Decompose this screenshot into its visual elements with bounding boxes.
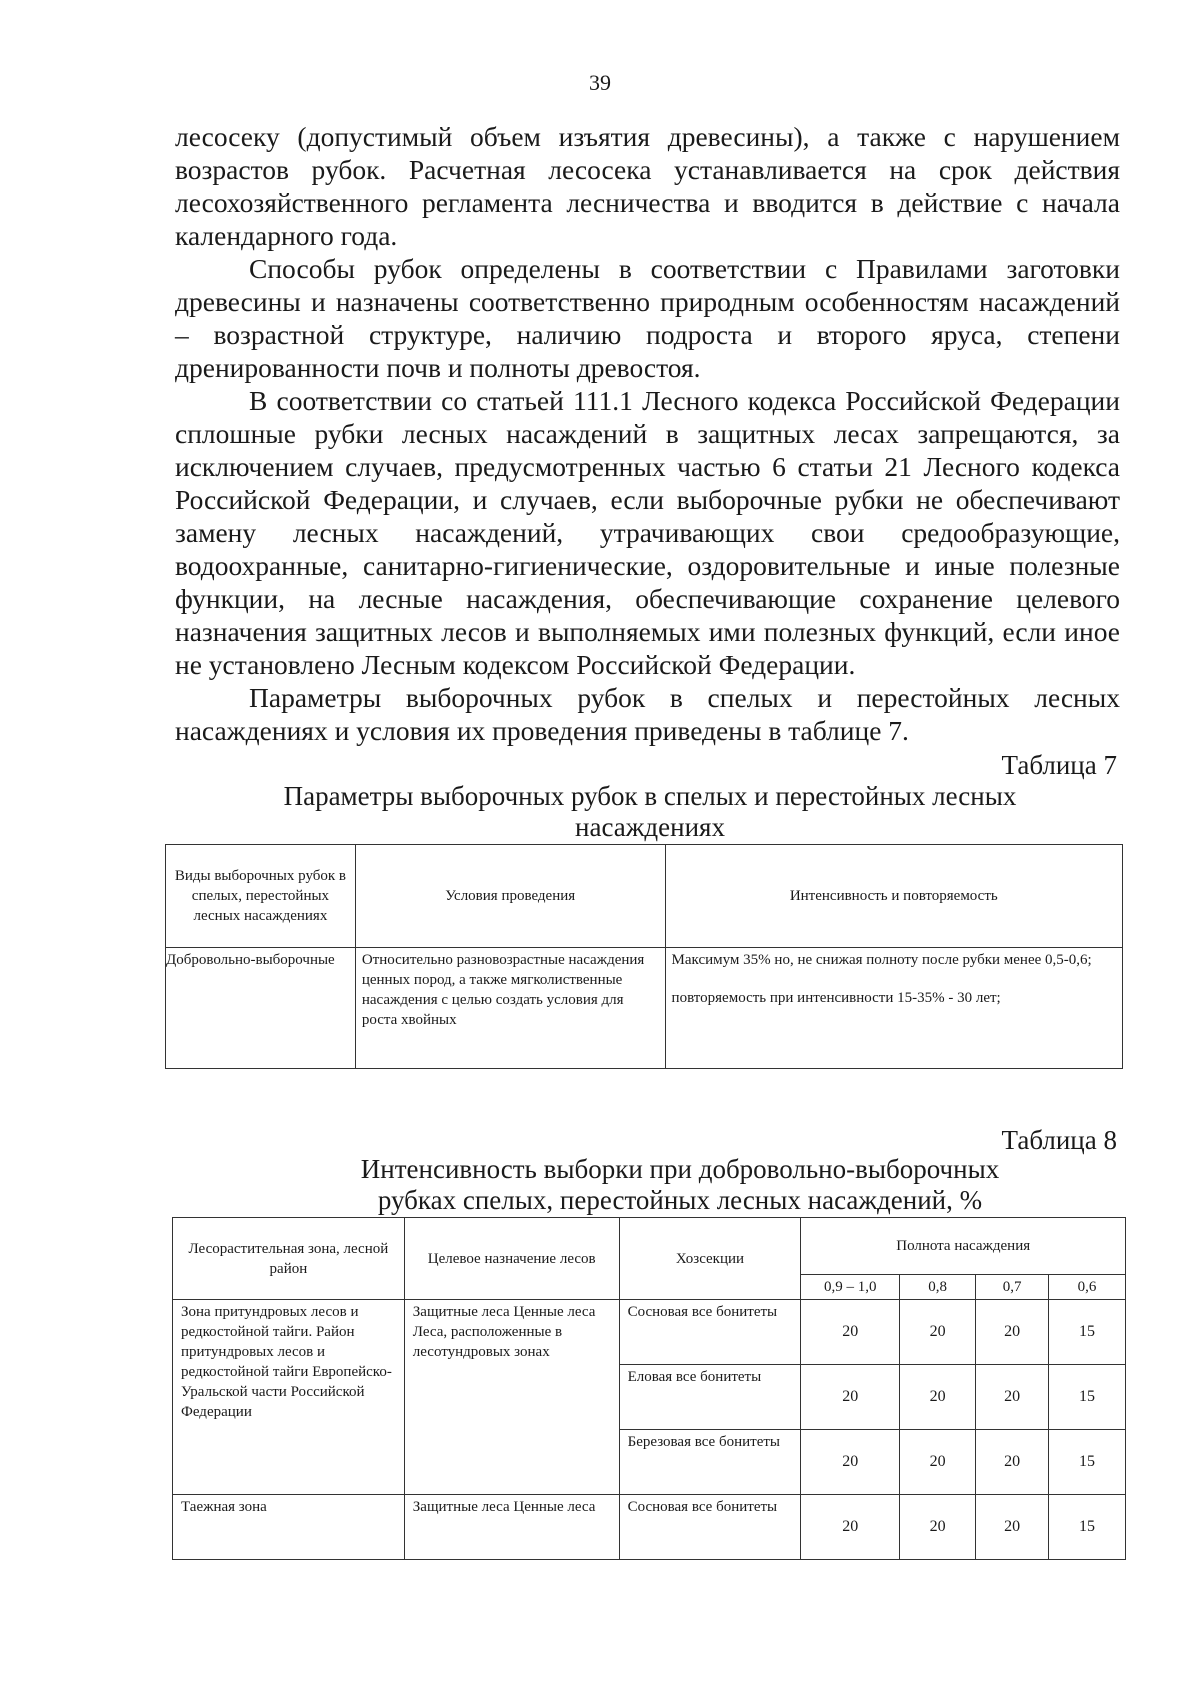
table8-cell-value: 20 xyxy=(801,1495,900,1560)
table8-header-zone: Лесорастительная зона, лесной район xyxy=(173,1218,405,1300)
table7-cell-intensity xyxy=(665,948,1122,1069)
table8-cell-purpose: Защитные леса Ценные леса xyxy=(404,1495,619,1560)
table8-header-row xyxy=(173,1218,1126,1275)
paragraph-4: Параметры выборочных рубок в спелых и перестойных лесных насаждениях и условия их проведения приведены в таблице 7. xyxy=(175,682,1120,746)
table8-title: Интенсивность выборки при добровольно-выборочных рубках спелых, перестойных лесных насаждений, % xyxy=(360,1154,1000,1215)
table7-cell-type: Добровольно-выборочные xyxy=(166,948,356,1069)
table8-label: Таблица 8 xyxy=(1001,1125,1117,1155)
table7-header-intensity: Интенсивность и повторяемость xyxy=(665,845,1122,948)
table8-cell-value: 20 xyxy=(801,1365,900,1430)
table8-cell-zone: Зона притундровых лесов и редкостойной тайги. Район притундровых лесов и редкостойной тайги Европейско-Уральской части Российской Федерации xyxy=(173,1300,405,1495)
paragraph-3: В соответствии со статьей 111.1 Лесного кодекса Российской Федерации сплошные рубки лесных насаждений в защитных лесах запрещаются, за исключением случаев, предусмотренных частью 6 статьи 21 Лесного кодекса Российской Федерации, и случаев, если выборочные рубки не обеспечивают замену лесных насаждений, утрачивающих свои средообразующие, водоохранные, санитарно-гигиенические, оздоровительные и иные полезные функции, на лесные насаждения, обеспечивающие сохранение целевого назначения защитных лесов и выполняемых ими полезных функций, если иное не установлено Лесным кодексом Российской Федерации. xyxy=(175,385,1120,680)
table8-density-value: 0,9 – 1,0 xyxy=(801,1275,900,1300)
table8-cell-value: 20 xyxy=(976,1365,1049,1430)
body-text xyxy=(175,120,1120,747)
table8-density-value: 0,8 xyxy=(900,1275,976,1300)
table8-cell-value: 20 xyxy=(976,1495,1049,1560)
table-row xyxy=(173,1300,1126,1365)
table7-label: Таблица 7 xyxy=(1001,750,1117,780)
table8-density-value: 0,7 xyxy=(976,1275,1049,1300)
table8-cell-value: 20 xyxy=(900,1495,976,1560)
table8-header-section: Хозсекции xyxy=(619,1218,801,1300)
table8-cell-section: Березовая все бонитеты xyxy=(619,1430,801,1495)
paragraph-1: лесосеку (допустимый объем изъятия древесины), а также с нарушением возрастов рубок. Расчетная лесосека устанавливается на срок действия лесохозяйственного регламента лесничества и вводится в действие с начала календарного года. xyxy=(175,121,1120,251)
table8-cell-value: 20 xyxy=(801,1430,900,1495)
table8 xyxy=(172,1217,1126,1560)
table7-row xyxy=(166,948,1123,1069)
table7-header-row xyxy=(166,845,1123,948)
table7-cell-conditions: Относительно разновозрастные насаждения ценных пород, а также мягколиственные насаждения с целью создать условия для роста хвойных xyxy=(355,948,665,1069)
table8-cell-value: 15 xyxy=(1049,1430,1126,1495)
table8-cell-value: 20 xyxy=(801,1300,900,1365)
table7-header-type: Виды выборочных рубок в спелых, перестойных лесных насаждениях xyxy=(166,845,356,948)
table8-cell-value: 15 xyxy=(1049,1495,1126,1560)
page-number: 39 xyxy=(589,70,611,95)
table8-cell-section: Сосновая все бонитеты xyxy=(619,1495,801,1560)
table7-intensity-text: Максимум 35% но, не снижая полноту после рубки менее 0,5-0,6; xyxy=(671,952,1092,968)
table8-cell-value: 20 xyxy=(900,1365,976,1430)
table8-cell-value: 20 xyxy=(900,1300,976,1365)
table7-title: Параметры выборочных рубок в спелых и перестойных лесных насаждениях xyxy=(283,781,1017,842)
table8-density-value: 0,6 xyxy=(1049,1275,1126,1300)
table8-header-density: Полнота насаждения xyxy=(801,1218,1126,1275)
table7-repeatability-text: повторяемость при интенсивности 15-35% - 30 лет; xyxy=(671,990,1001,1006)
table7-header-conditions: Условия проведения xyxy=(355,845,665,948)
table8-cell-value: 15 xyxy=(1049,1300,1126,1365)
table7 xyxy=(165,844,1123,1069)
table8-header-purpose: Целевое назначение лесов xyxy=(404,1218,619,1300)
paragraph-2: Способы рубок определены в соответствии с Правилами заготовки древесины и назначены соответственно природным особенностям насаждений – возрастной структуре, наличию подроста и второго яруса, степени дренированности почв и полноты древостоя. xyxy=(175,253,1120,383)
table-row xyxy=(173,1495,1126,1560)
table8-cell-value: 20 xyxy=(976,1300,1049,1365)
table8-cell-section: Еловая все бонитеты xyxy=(619,1365,801,1430)
table8-cell-section: Сосновая все бонитеты xyxy=(619,1300,801,1365)
table8-cell-value: 20 xyxy=(900,1430,976,1495)
table8-cell-value: 15 xyxy=(1049,1365,1126,1430)
table8-cell-zone: Таежная зона xyxy=(173,1495,405,1560)
table8-cell-purpose: Защитные леса Ценные леса Леса, расположенные в лесотундровых зонах xyxy=(404,1300,619,1495)
table8-cell-value: 20 xyxy=(976,1430,1049,1495)
